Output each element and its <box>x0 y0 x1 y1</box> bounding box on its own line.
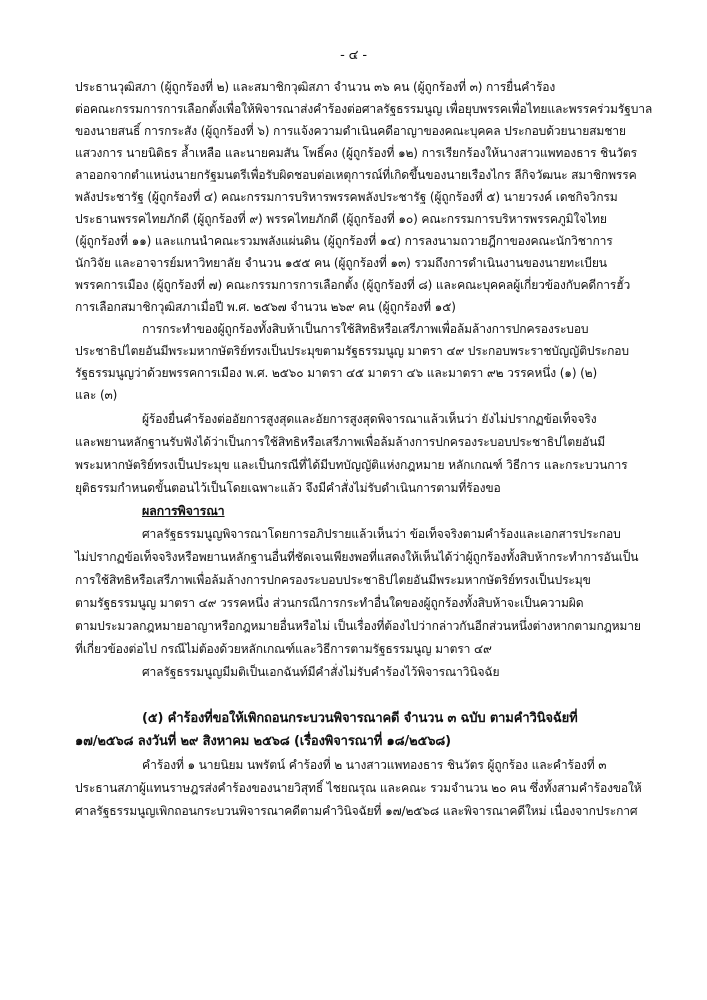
text-line: ศาลรัฐธรรมนูญพิจารณาโดยการอภิปรายแล้วเห็นว่า ข้อเท็จจริงตามคำร้องและเอกสารประกอบ <box>142 527 621 541</box>
text-line: ศาลรัฐธรรมนูญเพิกถอนกระบวนพิจารณาคดีตามคำวินิจฉัยที่ ๑๗/๒๕๖๘ และพิจารณาคดีใหม่ เนื่องจากประกาศ <box>75 804 638 818</box>
text-line: แสวงการ นายนิติธร ล้ำเหลือ และนายคมสัน โพธิ์คง (ผู้ถูกร้องที่ ๑๒) การเรียกร้องให้นางสาวแพทองธาร ชินวัตร <box>75 146 637 160</box>
text-line: ศาลรัฐธรรมนูญมีมติเป็นเอกฉันท์มีคำสั่งไม่รับคำร้องไว้พิจารณาวินิจฉัย <box>142 665 500 679</box>
text-line: และพยานหลักฐานรับฟังได้ว่าเป็นการใช้สิทธิหรือเสรีภาพเพื่อล้มล้างการปกครองระบอบประชาธิปไตยอันมี <box>75 435 606 449</box>
text-line: ตามรัฐธรรมนูญ มาตรา ๔๙ วรรคหนึ่ง ส่วนกรณีการกระทำอื่นใดของผู้ถูกร้องทั้งสิบห้าจะเป็นความผิด <box>75 596 584 610</box>
text-line: ประชาธิปไตยอันมีพระมหากษัตริย์ทรงเป็นประมุขตามรัฐธรรมนูญ มาตรา ๔๙ ประกอบพระราชบัญญัติประกอบ <box>75 344 629 358</box>
text-line: ยุติธรรมกำหนดขั้นตอนไว้เป็นโดยเฉพาะแล้ว จึงมีคำสั่งไม่รับดำเนินการตามที่ร้องขอ <box>75 481 501 495</box>
text-line: คำร้องที่ ๑ นายนิยม นพรัตน์ คำร้องที่ ๒ นางสาวแพทองธาร ชินวัตร ผู้ถูกร้อง และคำร้องที่ ๓ <box>142 758 607 772</box>
text-line: ประธานพรรคไทยภักดี (ผู้ถูกร้องที่ ๙) พรรคไทยภักดี (ผู้ถูกร้องที่ ๑๐) คณะกรรมการบริหารพรรคภูมิใจไทย <box>75 212 607 226</box>
text-line: ผู้ร้องยื่นคำร้องต่ออัยการสูงสุดและอัยการสูงสุดพิจารณาแล้วเห็นว่า ยังไม่ปรากฏข้อเท็จจริง <box>142 412 597 426</box>
text-line: พลังประชารัฐ (ผู้ถูกร้องที่ ๔) คณะกรรมการบริหารพรรคพลังประชารัฐ (ผู้ถูกร้องที่ ๕) นายวรงค์ เดชกิจวิกรม <box>75 190 618 204</box>
text-line: ของนายสนธิ์ การกระสัง (ผู้ถูกร้องที่ ๖) การแจ้งความดำเนินคดีอาญาของคณะบุคคล ประกอบด้วยนายสมชาย <box>75 124 626 138</box>
text-line: ประธานวุฒิสภา (ผู้ถูกร้องที่ ๒) และสมาชิกวุฒิสภา จำนวน ๓๖ คน (ผู้ถูกร้องที่ ๓) การยื่นคำร้อง <box>75 80 556 94</box>
text-line: ที่เกี่ยวข้องต่อไป กรณีไม่ต้องด้วยหลักเกณฑ์และวิธีการตามรัฐธรรมนูญ มาตรา ๔๙ <box>75 642 492 656</box>
text-line: การใช้สิทธิหรือเสรีภาพเพื่อล้มล้างการปกครองระบอบประชาธิปไตยอันมีพระมหากษัตริย์ทรงเป็นประมุข <box>75 573 591 587</box>
item-heading: (๕) คำร้องที่ขอให้เพิกถอนกระบวนพิจารณาคดี จำนวน ๓ ฉบับ ตามคำวินิจฉัยที่ <box>142 711 578 726</box>
text-line: นักวิจัย และอาจารย์มหาวิทยาลัย จำนวน ๑๕๕ คน (ผู้ถูกร้องที่ ๑๓) รวมถึงการดำเนินงานของนายทะเบียน <box>75 256 607 270</box>
section-heading: ผลการพิจารณา <box>142 503 225 518</box>
text-line: พระมหากษัตริย์ทรงเป็นประมุข และเป็นกรณีที่ได้มีบทบัญญัติแห่งกฎหมาย หลักเกณฑ์ วิธีการ และกระบวนการ <box>75 458 628 472</box>
page-number: - ๔ - <box>340 48 367 63</box>
text-line: (ผู้ถูกร้องที่ ๑๑) และแกนนำคณะรวมพลังแผ่นดิน (ผู้ถูกร้องที่ ๑๔) การลงนามถวายฎีกาของคณะนักวิชาการ <box>75 234 613 248</box>
text-line: ลาออกจากตำแหน่งนายกรัฐมนตรีเพื่อรับผิดชอบต่อเหตุการณ์ที่เกิดขึ้นของนายเรืองไกร ลีกิจวัฒนะ สมาชิกพรรค <box>75 168 637 182</box>
text-line: ต่อคณะกรรมการการเลือกตั้งเพื่อให้พิจารณาส่งคำร้องต่อศาลรัฐธรรมนูญ เพื่อยุบพรรคเพื่อไทยและพรรคร่วมรัฐบาล <box>75 102 653 116</box>
item-heading: ๑๗/๒๕๖๘ ลงวันที่ ๒๙ สิงหาคม ๒๕๖๘ (เรื่องพิจารณาที่ ๑๘/๒๕๖๘) <box>75 734 451 749</box>
text-line: พรรคการเมือง (ผู้ถูกร้องที่ ๗) คณะกรรมการการเลือกตั้ง (ผู้ถูกร้องที่ ๘) และคณะบุคคลผู้เกี่ยวข้องกับคดีการฮั้ว <box>75 278 631 292</box>
text-line: การเลือกสมาชิกวุฒิสภาเมื่อปี พ.ศ. ๒๕๖๗ จำนวน ๒๖๙ คน (ผู้ถูกร้องที่ ๑๕) <box>75 300 456 314</box>
text-line: ไม่ปรากฏข้อเท็จจริงหรือพยานหลักฐานอื่นที่ชัดเจนเพียงพอที่แสดงให้เห็นได้ว่าผู้ถูกร้องทั้งสิบห้ากระทำการอันเป็น <box>75 550 639 564</box>
text-line: รัฐธรรมนูญว่าด้วยพรรคการเมือง พ.ศ. ๒๕๖๐ มาตรา ๔๕ มาตรา ๔๖ และมาตรา ๙๒ วรรคหนึ่ง (๑) (๒) <box>75 366 598 380</box>
text-line: ประธานสภาผู้แทนราษฎรส่งคำร้องของนายวิสุทธิ์ ไชยณรุณ และคณะ รวมจำนวน ๒๐ คน ซึ่งทั้งสามคำร้องขอให้ <box>75 781 642 795</box>
text-line: การกระทำของผู้ถูกร้องทั้งสิบห้าเป็นการใช้สิทธิหรือเสรีภาพเพื่อล้มล้างการปกครองระบอบ <box>142 322 589 336</box>
text-line: ตามประมวลกฎหมายอาญาหรือกฎหมายอื่นหรือไม่ เป็นเรื่องที่ต้องไปว่ากล่าวกันอีกส่วนหนึ่งต่างหากตามกฎหมาย <box>75 619 641 633</box>
text-line: และ (๓) <box>75 388 118 402</box>
